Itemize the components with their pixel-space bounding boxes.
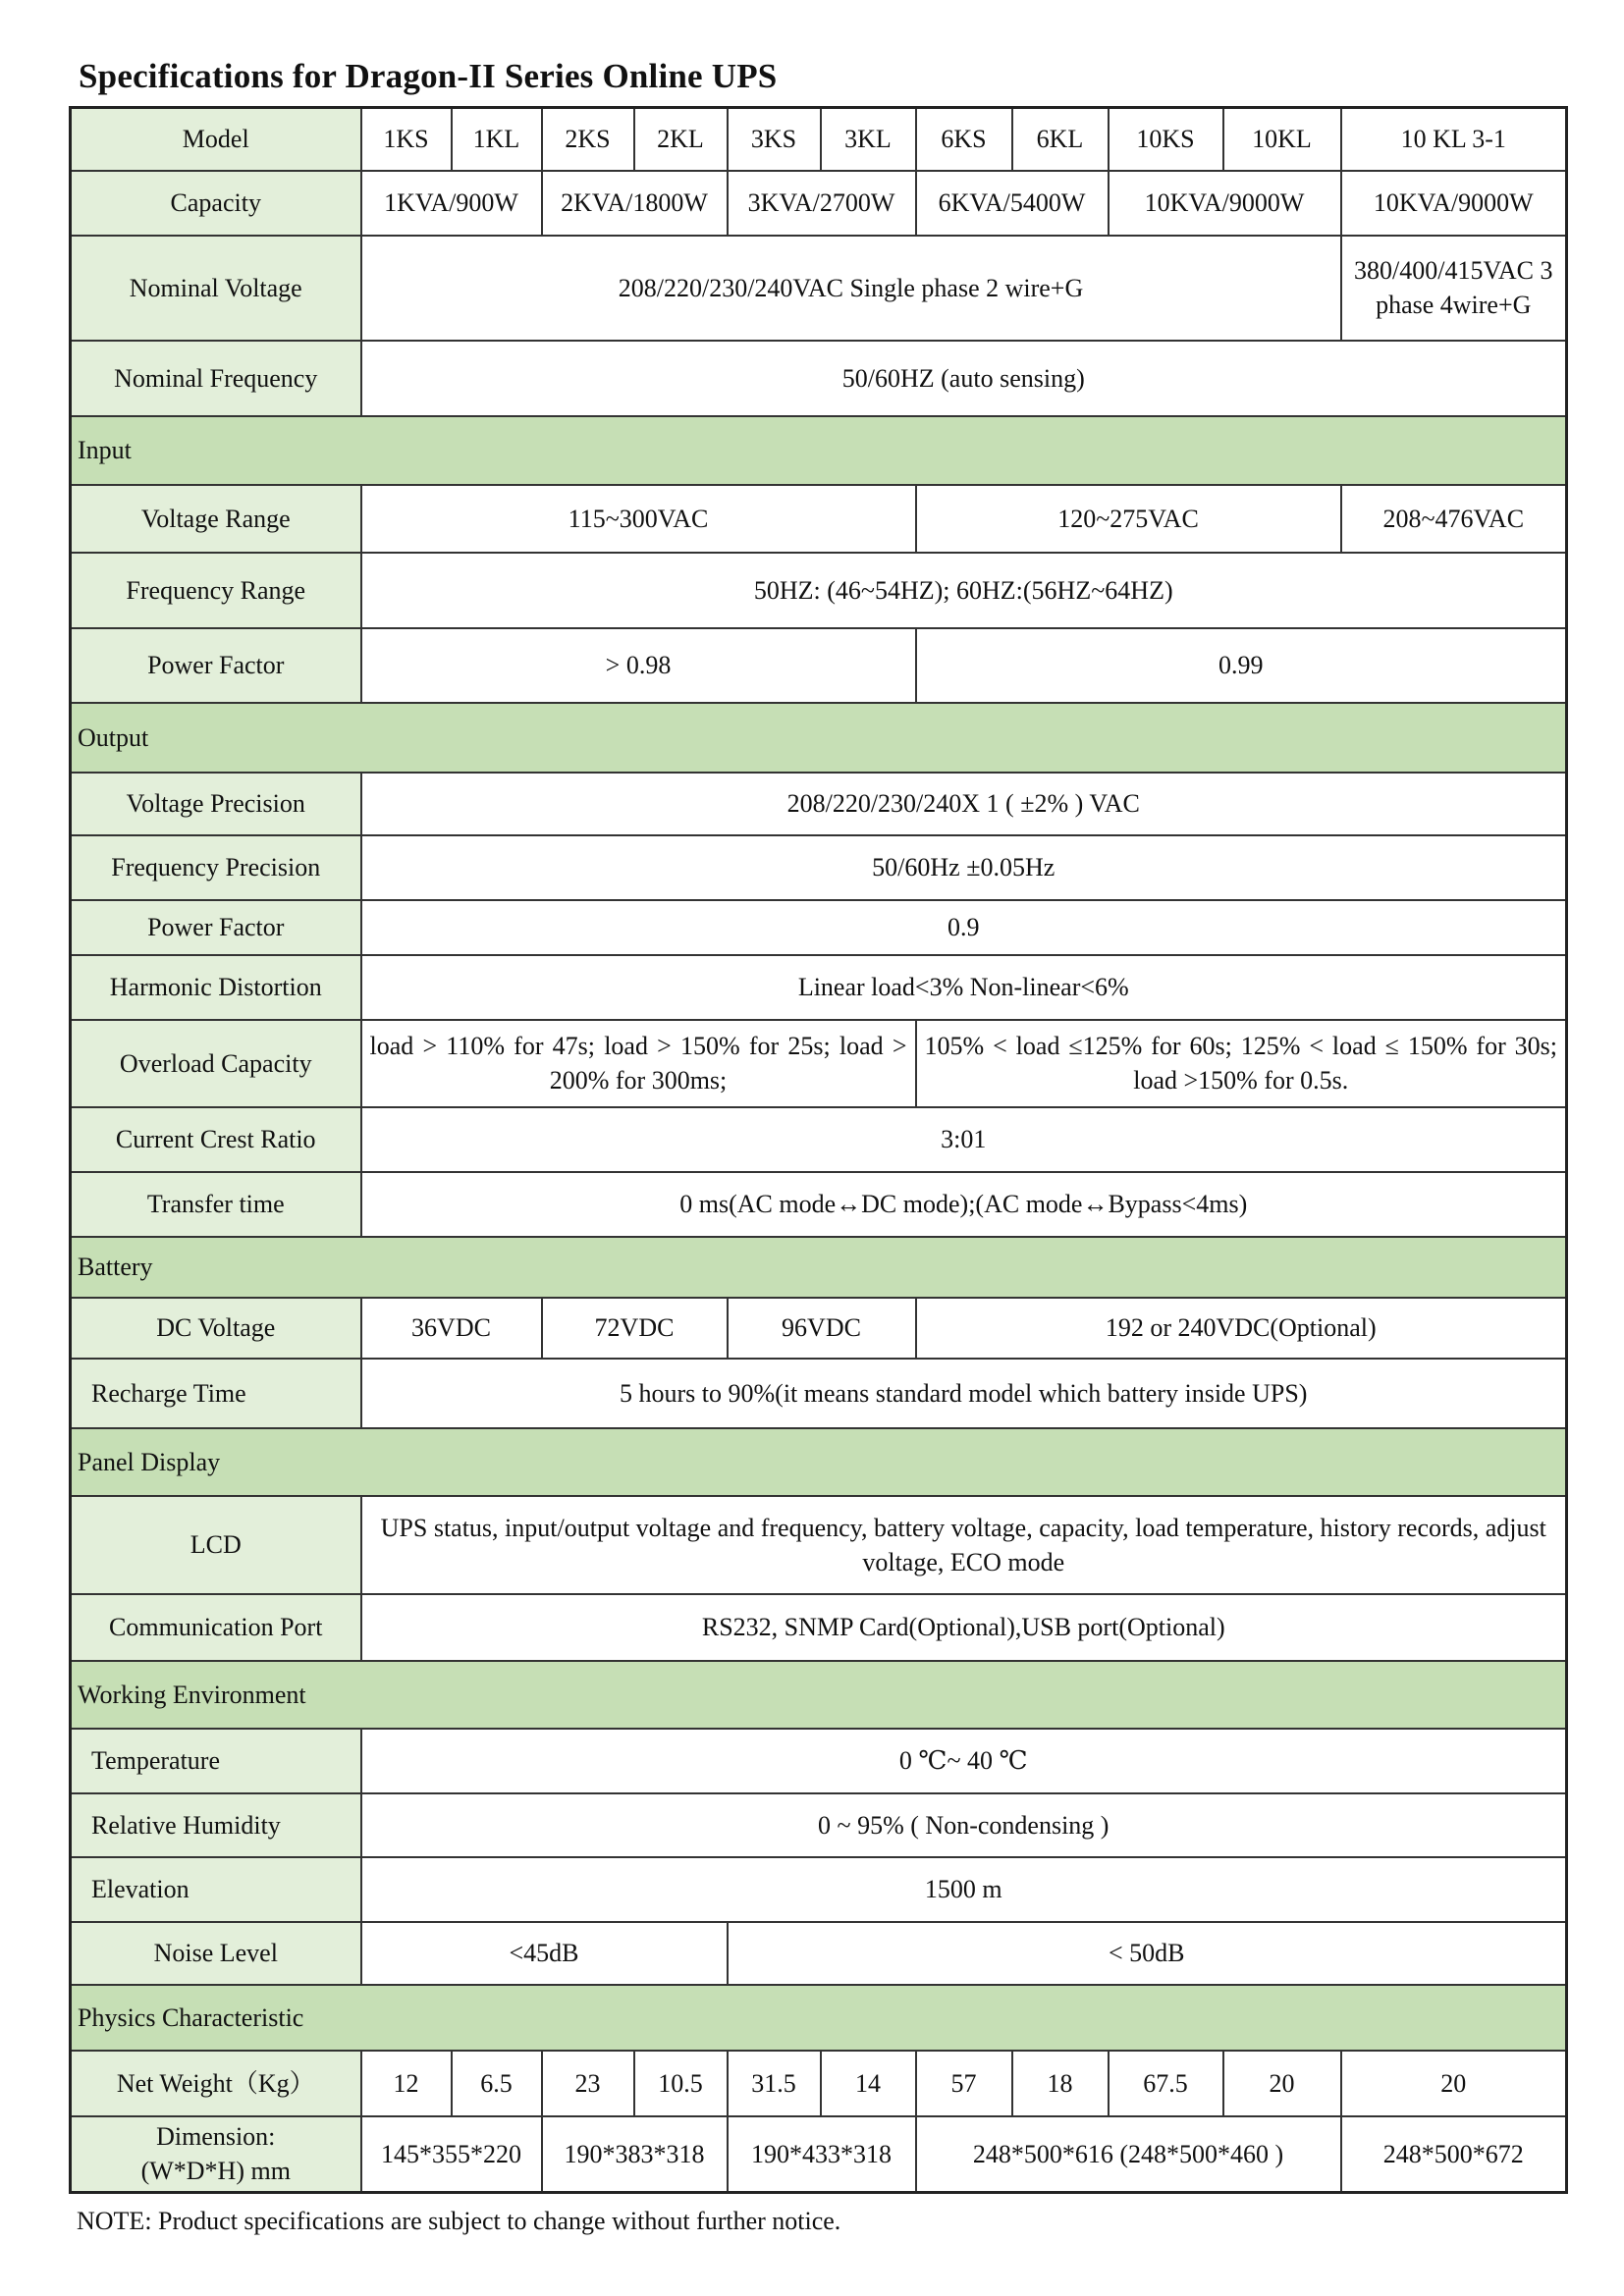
section-header-panel-display: Panel Display [71, 1428, 1567, 1496]
net-weight-cell: 67.5 [1109, 2051, 1223, 2116]
dimension-cell: 145*355*220 [361, 2116, 542, 2193]
model-cell: 3KS [728, 108, 821, 171]
net-weight-cell: 10.5 [634, 2051, 728, 2116]
capacity-cell: 10KVA/9000W [1109, 171, 1341, 236]
row-voltage-precision [71, 773, 1567, 835]
capacity-cell: 3KVA/2700W [728, 171, 916, 236]
row-dc-voltage [71, 1298, 1567, 1359]
model-cell: 2KS [542, 108, 634, 171]
temperature-value: 0 ℃~ 40 ℃ [361, 1729, 1567, 1793]
current-crest-ratio-value: 3:01 [361, 1107, 1567, 1172]
row-output-power-factor [71, 900, 1567, 955]
net-weight-cell: 23 [542, 2051, 634, 2116]
section-panel-display [71, 1428, 1567, 1496]
output-power-factor-value: 0.9 [361, 900, 1567, 955]
input-power-factor-cell: > 0.98 [361, 628, 916, 703]
row-input-voltage-range [71, 485, 1567, 553]
harmonic-distortion-value: Linear load<3% Non-linear<6% [361, 955, 1567, 1020]
row-frequency-precision [71, 835, 1567, 900]
lcd-value: UPS status, input/output voltage and frequency, battery voltage, capacity, load temperature, history records, adjust voltage, ECO mode [361, 1496, 1567, 1594]
model-cell: 1KL [452, 108, 542, 171]
row-overload-capacity [71, 1020, 1567, 1107]
voltage-range-cell: 208~476VAC [1341, 485, 1567, 553]
recharge-time-value: 5 hours to 90%(it means standard model which battery inside UPS) [361, 1359, 1567, 1428]
model-cell: 2KL [634, 108, 728, 171]
label-output-power-factor: Power Factor [71, 900, 361, 955]
row-temperature [71, 1729, 1567, 1793]
label-net-weight: Net Weight（Kg） [71, 2051, 361, 2116]
noise-level-cell: < 50dB [728, 1922, 1567, 1985]
row-lcd [71, 1496, 1567, 1594]
voltage-range-cell: 115~300VAC [361, 485, 916, 553]
dc-voltage-cell: 192 or 240VDC(Optional) [916, 1298, 1567, 1359]
model-cell: 6KS [916, 108, 1012, 171]
capacity-cell: 6KVA/5400W [916, 171, 1109, 236]
row-capacity [71, 171, 1567, 236]
dimension-cell: 248*500*616 (248*500*460 ) [916, 2116, 1341, 2193]
label-voltage-range: Voltage Range [71, 485, 361, 553]
label-capacity: Capacity [71, 171, 361, 236]
net-weight-cell: 20 [1341, 2051, 1567, 2116]
voltage-range-cell: 120~275VAC [916, 485, 1341, 553]
model-cell: 6KL [1012, 108, 1109, 171]
model-cell: 10 KL 3-1 [1341, 108, 1567, 171]
label-recharge-time: Recharge Time [71, 1359, 361, 1428]
net-weight-cell: 18 [1012, 2051, 1109, 2116]
dc-voltage-cell: 96VDC [728, 1298, 916, 1359]
nominal-voltage-three-phase: 380/400/415VAC 3 phase 4wire+G [1341, 236, 1567, 341]
label-voltage-precision: Voltage Precision [71, 773, 361, 835]
net-weight-cell: 14 [821, 2051, 916, 2116]
label-overload-capacity: Overload Capacity [71, 1020, 361, 1107]
label-nominal-frequency: Nominal Frequency [71, 341, 361, 416]
row-harmonic-distortion [71, 955, 1567, 1020]
row-model [71, 108, 1567, 171]
row-elevation [71, 1857, 1567, 1922]
label-nominal-voltage: Nominal Voltage [71, 236, 361, 341]
section-input [71, 416, 1567, 485]
model-cell: 1KS [361, 108, 452, 171]
row-recharge-time [71, 1359, 1567, 1428]
dimension-label-line1: Dimension: [156, 2122, 276, 2152]
elevation-value: 1500 m [361, 1857, 1567, 1922]
section-battery [71, 1237, 1567, 1298]
section-header-working-environment: Working Environment [71, 1661, 1567, 1729]
section-working-environment [71, 1661, 1567, 1729]
dimension-label-line2: (W*D*H) mm [140, 2157, 291, 2186]
row-input-frequency-range [71, 553, 1567, 628]
label-frequency-range: Frequency Range [71, 553, 361, 628]
row-communication-port [71, 1594, 1567, 1661]
input-power-factor-cell: 0.99 [916, 628, 1567, 703]
row-current-crest-ratio [71, 1107, 1567, 1172]
row-transfer-time [71, 1172, 1567, 1237]
label-communication-port: Communication Port [71, 1594, 361, 1661]
net-weight-cell: 20 [1223, 2051, 1341, 2116]
dimension-cell: 190*383*318 [542, 2116, 728, 2193]
section-header-physics-characteristic: Physics Characteristic [71, 1985, 1567, 2051]
page-title: Specifications for Dragon-II Series Online UPS [79, 57, 778, 95]
overload-capacity-cell: load > 110% for 47s; load > 150% for 25s; load > 200% for 300ms; [361, 1020, 916, 1107]
relative-humidity-value: 0 ~ 95% ( Non-condensing ) [361, 1793, 1567, 1857]
row-relative-humidity [71, 1793, 1567, 1857]
dc-voltage-cell: 72VDC [542, 1298, 728, 1359]
overload-capacity-cell: 105% < load ≤125% for 60s; 125% < load ≤ 150% for 30s; load >150% for 0.5s. [916, 1020, 1567, 1107]
frequency-range-value: 50HZ: (46~54HZ); 60HZ:(56HZ~64HZ) [361, 553, 1567, 628]
net-weight-cell: 12 [361, 2051, 452, 2116]
label-frequency-precision: Frequency Precision [71, 835, 361, 900]
label-temperature: Temperature [71, 1729, 361, 1793]
label-dimension [71, 2116, 361, 2193]
net-weight-cell: 6.5 [452, 2051, 542, 2116]
label-transfer-time: Transfer time [71, 1172, 361, 1237]
section-header-battery: Battery [71, 1237, 1567, 1298]
row-noise-level [71, 1922, 1567, 1985]
frequency-precision-value: 50/60Hz ±0.05Hz [361, 835, 1567, 900]
voltage-precision-value: 208/220/230/240X 1 ( ±2% ) VAC [361, 773, 1567, 835]
dimension-cell: 248*500*672 [1341, 2116, 1567, 2193]
model-cell: 3KL [821, 108, 916, 171]
dc-voltage-cell: 36VDC [361, 1298, 542, 1359]
label-current-crest-ratio: Current Crest Ratio [71, 1107, 361, 1172]
section-header-output: Output [71, 703, 1567, 773]
transfer-time-value: 0 ms(AC mode↔DC mode);(AC mode↔Bypass<4ms) [361, 1172, 1567, 1237]
row-dimension [71, 2116, 1567, 2193]
capacity-cell: 1KVA/900W [361, 171, 542, 236]
footnote: NOTE: Product specifications are subject to change without further notice. [77, 2207, 841, 2235]
dimension-cell: 190*433*318 [728, 2116, 916, 2193]
row-input-power-factor [71, 628, 1567, 703]
label-harmonic-distortion: Harmonic Distortion [71, 955, 361, 1020]
row-nominal-frequency [71, 341, 1567, 416]
section-header-input: Input [71, 416, 1567, 485]
model-cell: 10KS [1109, 108, 1223, 171]
label-input-power-factor: Power Factor [71, 628, 361, 703]
section-physics-characteristic [71, 1985, 1567, 2051]
label-relative-humidity: Relative Humidity [71, 1793, 361, 1857]
label-noise-level: Noise Level [71, 1922, 361, 1985]
label-model: Model [71, 108, 361, 171]
net-weight-cell: 31.5 [728, 2051, 821, 2116]
capacity-cell: 10KVA/9000W [1341, 171, 1567, 236]
label-dc-voltage: DC Voltage [71, 1298, 361, 1359]
communication-port-value: RS232, SNMP Card(Optional),USB port(Optional) [361, 1594, 1567, 1661]
model-cell: 10KL [1223, 108, 1341, 171]
section-output [71, 703, 1567, 773]
spec-table [69, 106, 1568, 2194]
capacity-cell: 2KVA/1800W [542, 171, 728, 236]
nominal-frequency-value: 50/60HZ (auto sensing) [361, 341, 1567, 416]
row-nominal-voltage [71, 236, 1567, 341]
label-lcd: LCD [71, 1496, 361, 1594]
row-net-weight [71, 2051, 1567, 2116]
label-elevation: Elevation [71, 1857, 361, 1922]
noise-level-cell: <45dB [361, 1922, 728, 1985]
nominal-voltage-single-phase: 208/220/230/240VAC Single phase 2 wire+G [361, 236, 1341, 341]
net-weight-cell: 57 [916, 2051, 1012, 2116]
